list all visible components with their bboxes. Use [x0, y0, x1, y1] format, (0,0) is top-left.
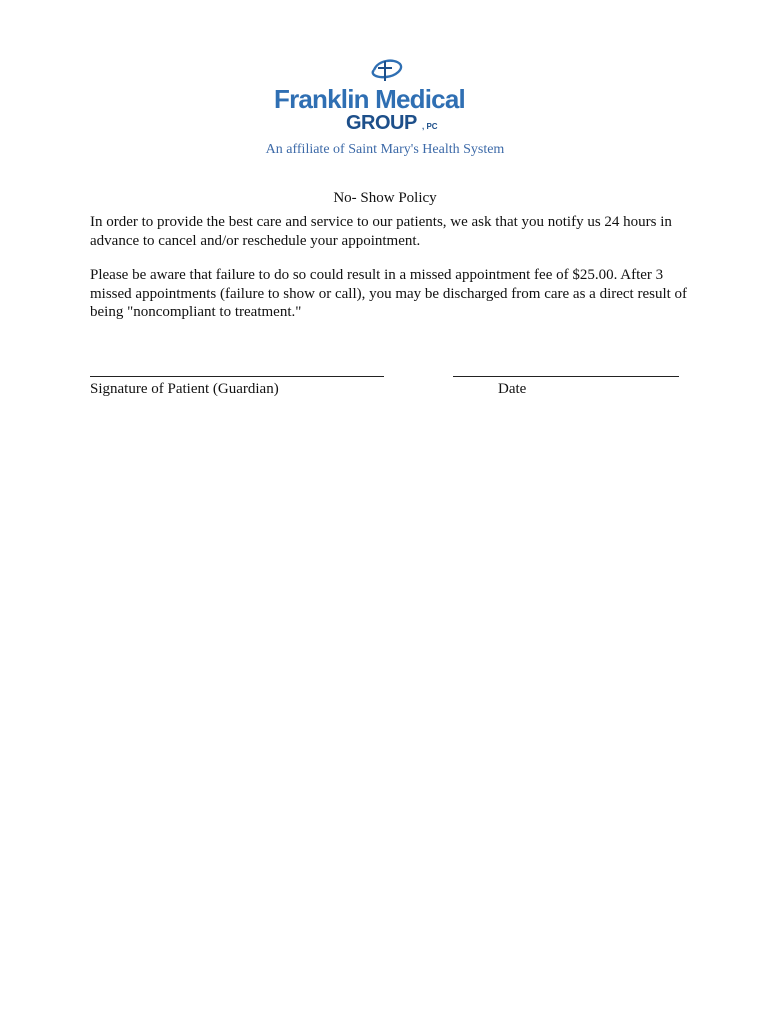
logo-suffix: , PC — [422, 122, 438, 131]
cross-logo-icon — [360, 56, 408, 86]
policy-paragraph: Please be aware that failure to do so could result in a missed appointment fee of $25.00. After 3 missed appointments (failure to show or call), you may be discharged from care as a direct result of being "noncompliant to treatment." — [90, 267, 688, 320]
logo — [272, 56, 502, 136]
patient-signature-label: Signature of Patient (Guardian) — [90, 381, 279, 397]
logo-name: Franklin Medical — [274, 84, 465, 114]
page-title: No- Show Policy — [333, 190, 437, 206]
patient-signature-line — [90, 376, 384, 377]
affiliate-tagline: An affiliate of Saint Mary's Health System — [265, 142, 505, 157]
policy-paragraph: In order to provide the best care and service to our patients, we ask that you notify us 24 hours in advance to cancel and/or reschedule your appointment. — [90, 214, 672, 249]
logo-group: GROUP — [346, 112, 417, 134]
date-label: Date — [498, 381, 527, 397]
date-signature-line — [453, 376, 679, 377]
